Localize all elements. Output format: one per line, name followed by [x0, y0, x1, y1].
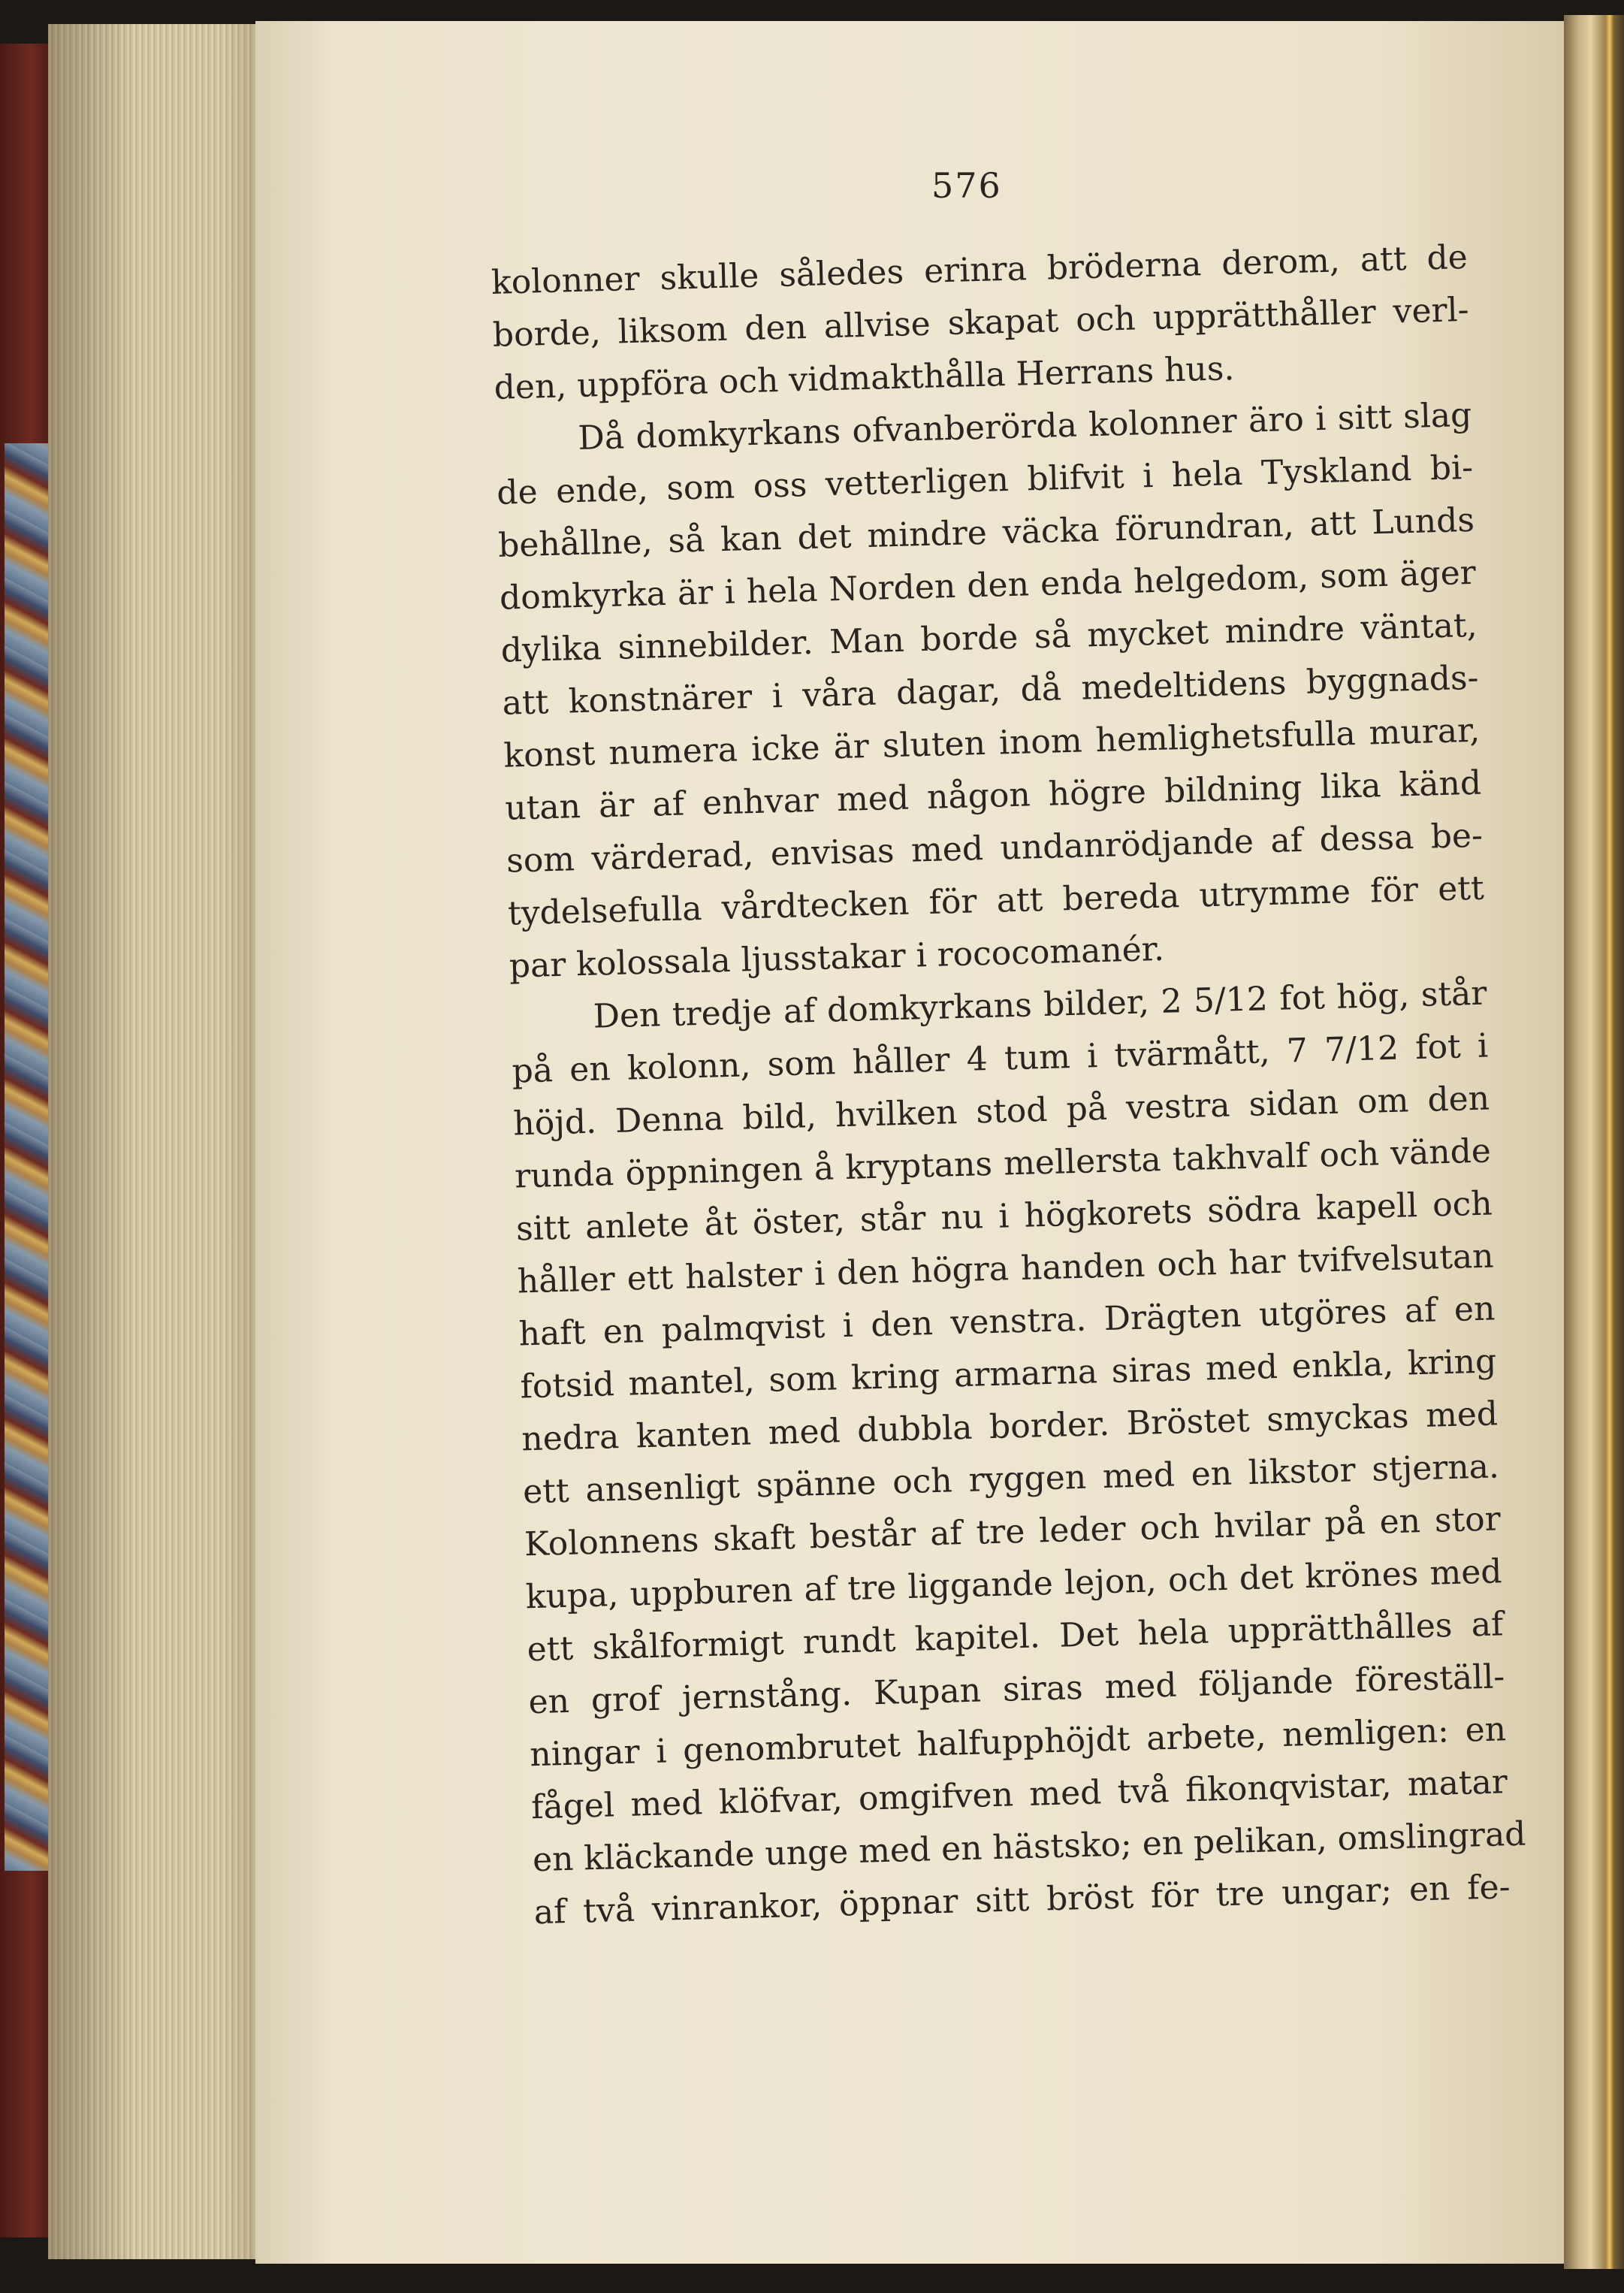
text-line: som värderad, envisas med undanrödjande af dessa be- [506, 816, 1484, 881]
text-line: en grof jernstång. Kupan siras med följande föreställ- [527, 1657, 1505, 1722]
text-line: af två vinrankor, öppnar sitt bröst för tre ungar; en fe- [533, 1868, 1511, 1932]
text-line: ett ansenligt spänne och ryggen med en likstor stjerna. [522, 1447, 1500, 1512]
page-number: 576 [931, 165, 1002, 206]
text-line: kolonner skulle således erinra bröderna derom, att de [491, 237, 1469, 302]
page-stack-edge [48, 24, 266, 2259]
book-gutter [1564, 15, 1624, 2269]
gilt-edge [1606, 15, 1613, 2269]
text-line: ningar i genombrutet halfupphöjdt arbete, nemligen: en [529, 1710, 1507, 1775]
text-line: sitt anlete åt öster, står nu i högkorets södra kapell och [515, 1184, 1493, 1249]
text-line: håller ett halster i den högra handen och har tvifvelsutan [517, 1237, 1495, 1301]
text-line: höjd. Denna bild, hvilken stod på vestra sidan om den [512, 1079, 1490, 1143]
text-line: domkyrka är i hela Norden den enda helgedom, som äger [499, 553, 1477, 618]
text-line: tydelsefulla vårdtecken för att bereda utrymme för ett [507, 869, 1485, 933]
text-line: kupa, uppburen af tre liggande lejon, och det krönes med [525, 1552, 1503, 1617]
text-line: konst numera icke är sluten inom hemlighetsfulla murar, [503, 711, 1481, 775]
text-line: en kläckande unge med en hästsko; en pelikan, omslingrad [532, 1814, 1527, 1880]
text-line: runda öppningen å kryptans mellersta takhvalf och vände [514, 1131, 1492, 1196]
body-text [488, 140, 1527, 1939]
text-line: på en kolonn, som håller 4 tum i tvärmått, 7 7/12 fot i [511, 1026, 1489, 1091]
text-line: utan är af enhvar med någon högre bildning lika känd [504, 763, 1482, 828]
text-line: Kolonnens skaft består af tre leder och hvilar på en stor [524, 1500, 1502, 1564]
text-line: haft en palmqvist i den venstra. Drägten utgöres af en [518, 1289, 1496, 1354]
text-line: att konstnärer i våra dagar, då medeltidens byggnads- [502, 658, 1479, 723]
text-line: Då domkyrkans ofvanberörda kolonner äro i sitt slag [577, 395, 1472, 458]
text-line: fotsid mantel, som kring armarna siras med enkla, kring [519, 1342, 1497, 1406]
text-line: par kolossala ljusstakar i rococomanér. [509, 929, 1165, 986]
text-line: nedra kanten med dubbla border. Bröstet smyckas med [521, 1394, 1499, 1459]
text-line: Den tredje af domkyrkans bilder, 2 5/12 fot hög, står [593, 974, 1487, 1036]
text-line: behållne, så kan det mindre väcka förundran, att Lunds [497, 500, 1475, 565]
text-line: ett skålformigt rundt kapitel. Det hela upprätthålles af [527, 1605, 1504, 1669]
text-line: fågel med klöfvar, omgifven med två fikonqvistar, matar [530, 1763, 1508, 1827]
text-line: de ende, som oss vetterligen blifvit i hela Tyskland bi- [496, 448, 1474, 512]
text-line: borde, liksom den allvise skapat och upprätthåller verl- [492, 290, 1470, 355]
text-line: den, uppföra och vidmakthålla Herrans hus. [494, 349, 1235, 407]
text-line: dylika sinnebilder. Man borde så mycket mindre väntat, [500, 606, 1478, 670]
